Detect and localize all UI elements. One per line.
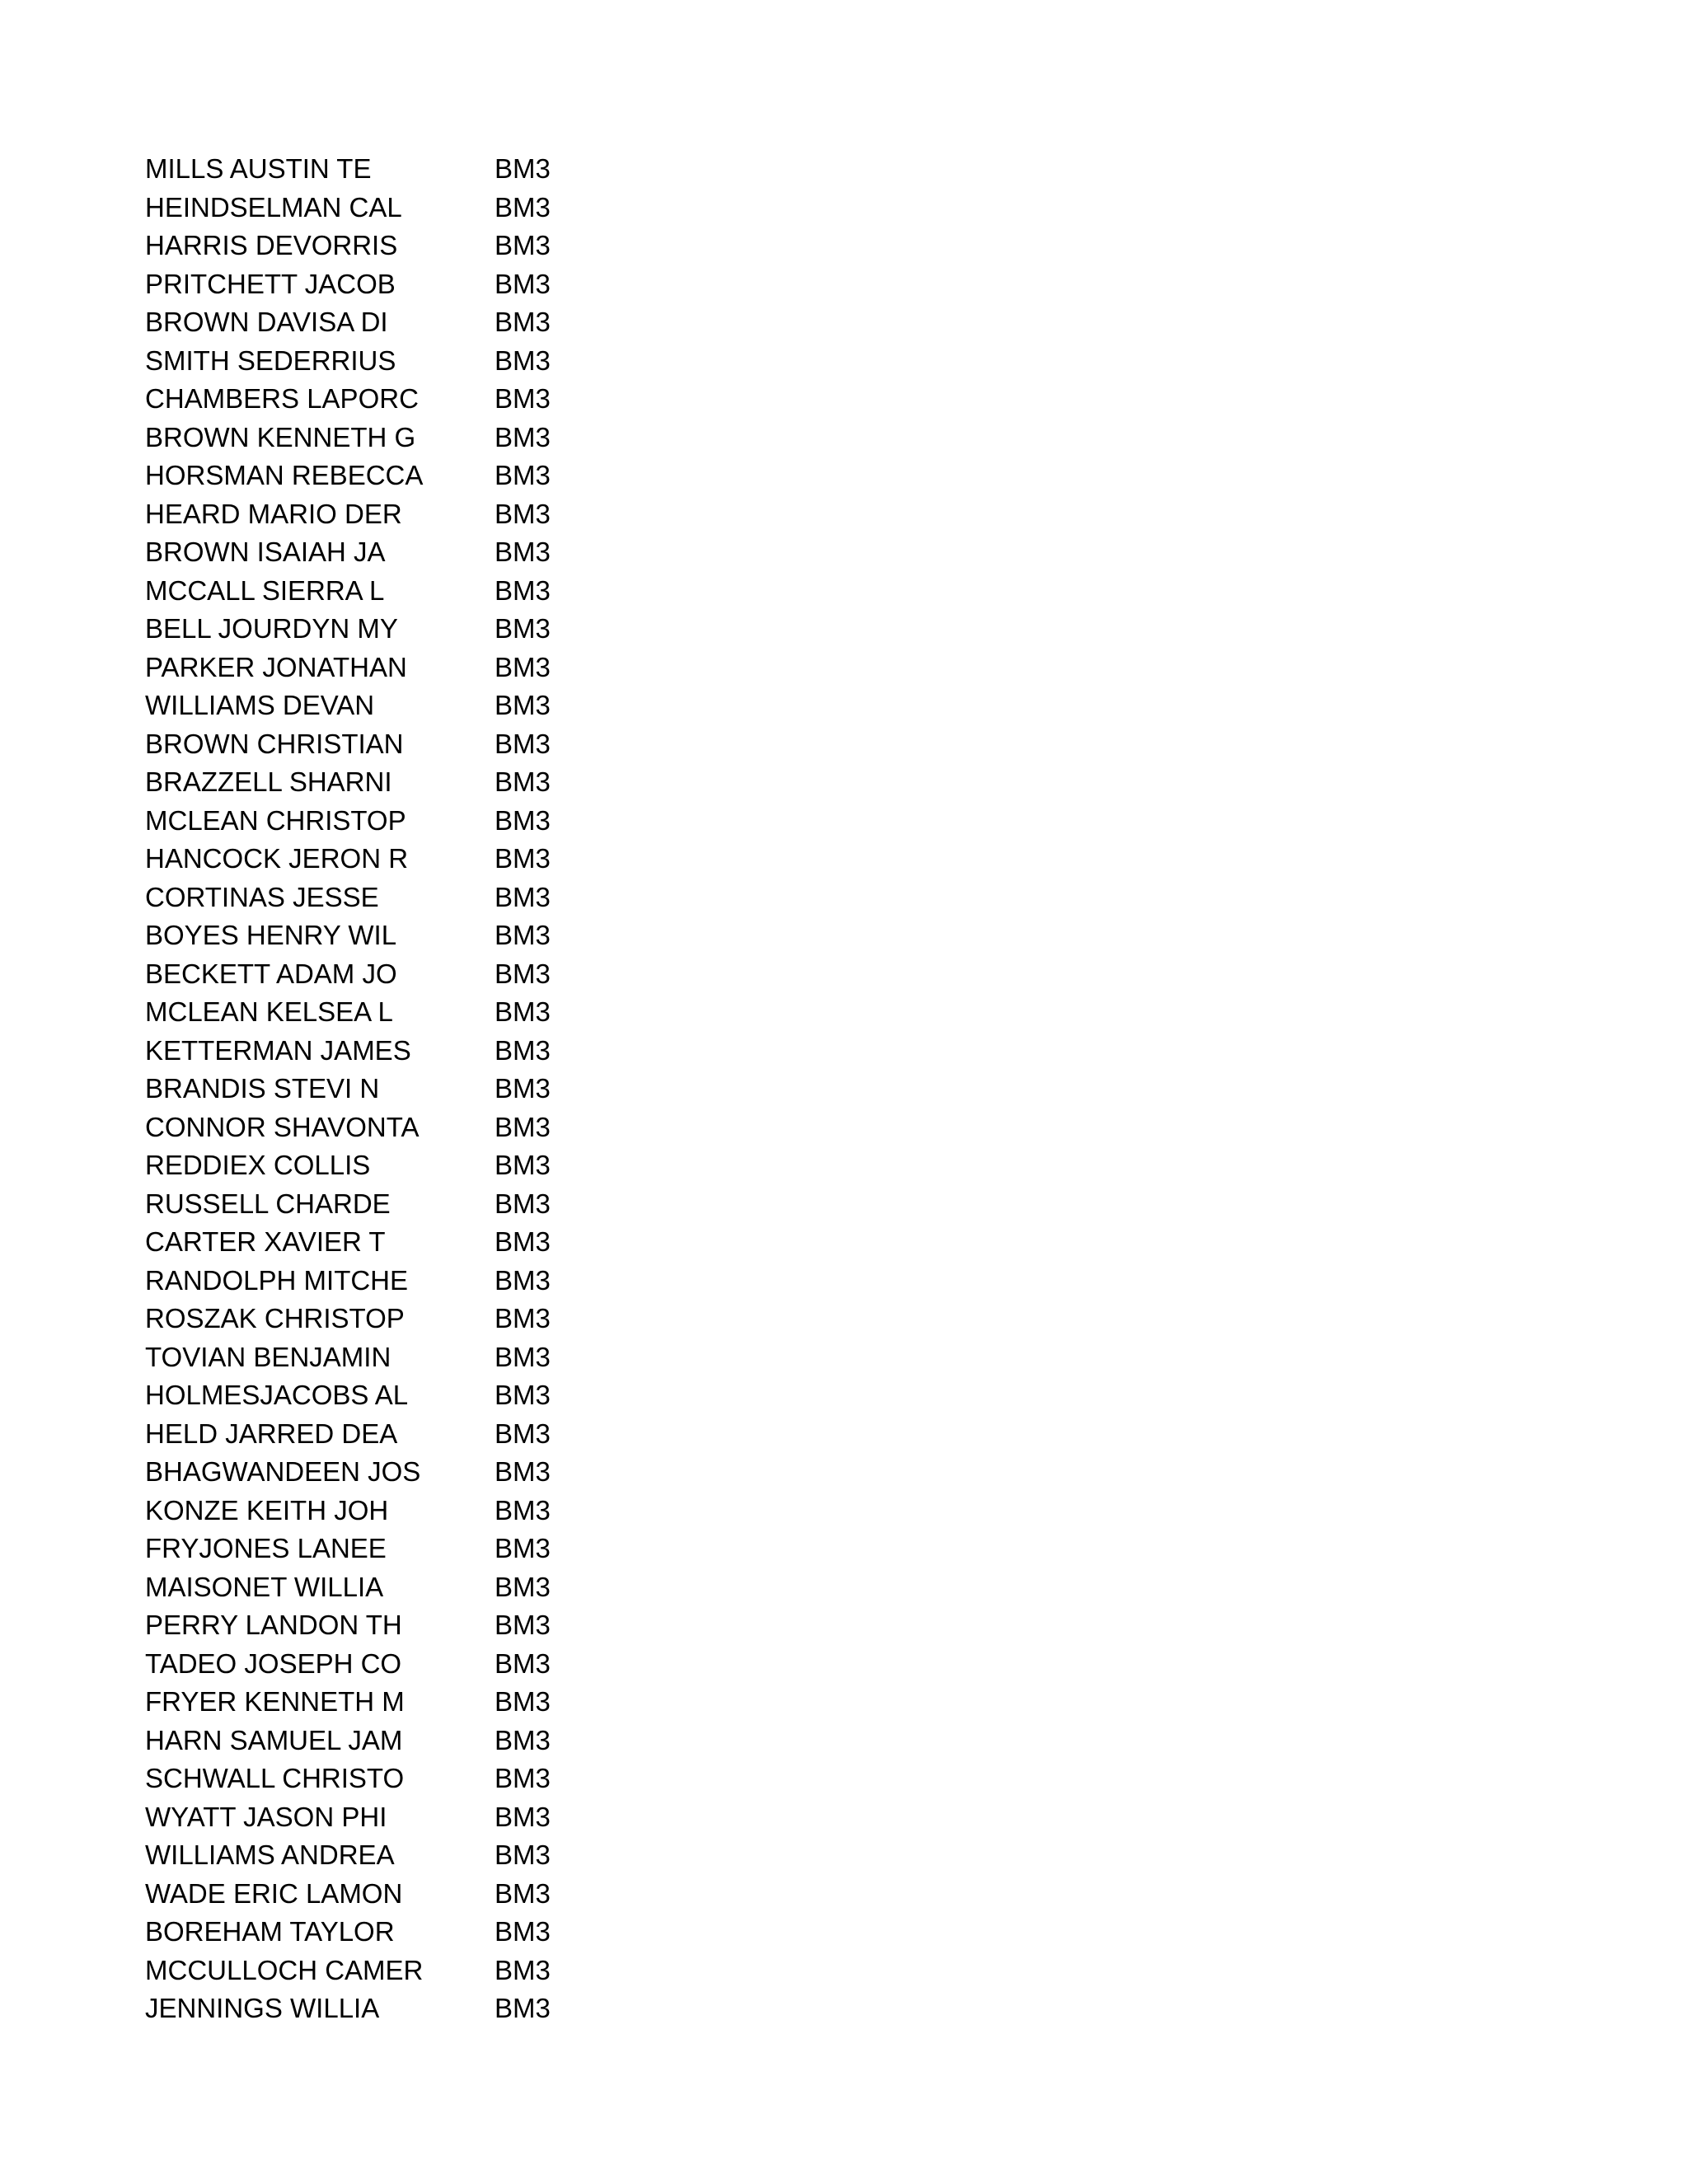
personnel-name: MCLEAN KELSEA L: [145, 996, 393, 1027]
personnel-name: CONNOR SHAVONTA: [145, 1111, 420, 1142]
personnel-name: WYATT JASON PHI: [145, 1801, 387, 1832]
roster-row: [145, 1032, 593, 1071]
personnel-name: TOVIAN BENJAMIN: [145, 1341, 392, 1372]
roster-row: [145, 1568, 593, 1607]
roster-row: [145, 1338, 593, 1377]
personnel-rate: BM3: [495, 766, 551, 797]
roster-row: [145, 189, 593, 227]
personnel-name: FRYJONES LANEE: [145, 1533, 387, 1563]
personnel-rate: BM3: [495, 1264, 551, 1296]
personnel-name: JENNINGS WILLIA: [145, 1993, 380, 2023]
personnel-name: BECKETT ADAM JO: [145, 958, 397, 989]
personnel-rate: BM3: [495, 460, 551, 490]
roster-row: [145, 457, 593, 495]
personnel-rate: BM3: [495, 804, 551, 836]
roster-row: [145, 1415, 593, 1454]
roster-row: [145, 150, 593, 189]
roster-row: [145, 1913, 593, 1952]
personnel-name: MAISONET WILLIA: [145, 1571, 384, 1602]
personnel-rate: BM3: [495, 1456, 551, 1487]
personnel-rate: BM3: [495, 690, 551, 720]
roster-row: [145, 1836, 593, 1875]
personnel-name: SMITH SEDERRIUS: [145, 344, 396, 376]
roster-row: [145, 1492, 593, 1530]
personnel-name: HOLMESJACOBS AL: [145, 1380, 409, 1410]
roster-row: [145, 1798, 593, 1837]
personnel-rate: BM3: [495, 1533, 551, 1563]
personnel-rate: BM3: [495, 996, 551, 1027]
roster-row: [145, 687, 593, 725]
personnel-rate: BM3: [495, 1303, 551, 1333]
roster-list: [145, 150, 593, 2028]
personnel-name: BROWN CHRISTIAN: [145, 728, 404, 759]
roster-row: [145, 763, 593, 802]
personnel-name: WADE ERIC LAMON: [145, 1877, 403, 1909]
roster-row: [145, 265, 593, 304]
personnel-name: BROWN KENNETH G: [145, 421, 416, 452]
personnel-rate: BM3: [495, 958, 551, 989]
personnel-name: PARKER JONATHAN: [145, 651, 407, 682]
personnel-rate: BM3: [495, 1801, 551, 1832]
personnel-rate: BM3: [495, 191, 551, 223]
roster-row: [145, 1530, 593, 1568]
personnel-rate: BM3: [495, 920, 551, 950]
roster-row: [145, 802, 593, 841]
roster-row: [145, 303, 593, 342]
personnel-rate: BM3: [495, 383, 551, 414]
roster-row: [145, 840, 593, 879]
personnel-rate: BM3: [495, 1418, 551, 1449]
roster-row: [145, 342, 593, 381]
personnel-name: WILLIAMS DEVAN: [145, 690, 375, 720]
roster-row: [145, 1990, 593, 2028]
personnel-rate: BM3: [495, 421, 551, 452]
personnel-rate: BM3: [495, 1188, 551, 1219]
roster-row: [145, 1108, 593, 1147]
personnel-rate: BM3: [495, 1840, 551, 1870]
personnel-name: HARN SAMUEL JAM: [145, 1724, 403, 1755]
roster-row: [145, 1952, 593, 1990]
personnel-rate: BM3: [495, 307, 551, 337]
personnel-name: BELL JOURDYN MY: [145, 613, 398, 644]
roster-row: [145, 227, 593, 265]
roster-row: [145, 1606, 593, 1645]
roster-row: [145, 533, 593, 572]
personnel-name: FRYER KENNETH M: [145, 1686, 405, 1717]
personnel-rate: BM3: [495, 613, 551, 644]
personnel-rate: BM3: [495, 498, 551, 529]
personnel-rate: BM3: [495, 1150, 551, 1180]
personnel-name: PRITCHETT JACOB: [145, 268, 396, 299]
personnel-name: BROWN DAVISA DI: [145, 307, 388, 337]
roster-row: [145, 1760, 593, 1798]
personnel-rate: BM3: [495, 1916, 551, 1947]
personnel-name: KETTERMAN JAMES: [145, 1034, 411, 1066]
personnel-name: MCCALL SIERRA L: [145, 574, 385, 606]
personnel-rate: BM3: [495, 1494, 551, 1526]
personnel-rate: BM3: [495, 153, 551, 184]
roster-row: [145, 610, 593, 649]
personnel-name: BRAZZELL SHARNI: [145, 766, 392, 797]
roster-row: [145, 1262, 593, 1301]
roster-row: [145, 955, 593, 994]
personnel-rate: BM3: [495, 344, 551, 376]
roster-row: [145, 1376, 593, 1415]
roster-row: [145, 1875, 593, 1914]
roster-row: [145, 1722, 593, 1760]
roster-row: [145, 1146, 593, 1185]
personnel-rate: BM3: [495, 1647, 551, 1679]
roster-row: [145, 649, 593, 687]
personnel-rate: BM3: [495, 1111, 551, 1142]
personnel-name: SCHWALL CHRISTO: [145, 1763, 405, 1793]
personnel-name: HEARD MARIO DER: [145, 498, 402, 529]
personnel-rate: BM3: [495, 843, 551, 874]
personnel-rate: BM3: [495, 728, 551, 759]
personnel-rate: BM3: [495, 1034, 551, 1066]
personnel-name: CHAMBERS LAPORC: [145, 383, 419, 414]
personnel-name: REDDIEX COLLIS: [145, 1150, 371, 1180]
personnel-name: HELD JARRED DEA: [145, 1418, 398, 1449]
personnel-rate: BM3: [495, 1610, 551, 1640]
personnel-name: HORSMAN REBECCA: [145, 460, 424, 490]
personnel-rate: BM3: [495, 1993, 551, 2023]
personnel-rate: BM3: [495, 651, 551, 682]
personnel-name: BROWN ISAIAH JA: [145, 537, 386, 567]
roster-row: [145, 1070, 593, 1108]
personnel-name: BOREHAM TAYLOR: [145, 1916, 395, 1947]
personnel-rate: BM3: [495, 1686, 551, 1717]
personnel-name: HANCOCK JERON R: [145, 843, 409, 874]
personnel-name: CORTINAS JESSE: [145, 881, 379, 912]
personnel-rate: BM3: [495, 1571, 551, 1602]
roster-row: [145, 993, 593, 1032]
roster-row: [145, 495, 593, 534]
personnel-rate: BM3: [495, 1073, 551, 1104]
personnel-rate: BM3: [495, 1954, 551, 1985]
roster-row: [145, 916, 593, 955]
personnel-name: RUSSELL CHARDE: [145, 1188, 391, 1219]
personnel-rate: BM3: [495, 1341, 551, 1372]
roster-row: [145, 419, 593, 457]
personnel-name: HEINDSELMAN CAL: [145, 191, 402, 223]
personnel-name: MCCULLOCH CAMER: [145, 1954, 424, 1985]
roster-row: [145, 1645, 593, 1684]
personnel-name: BRANDIS STEVI N: [145, 1073, 380, 1104]
personnel-name: MCLEAN CHRISTOP: [145, 804, 406, 836]
personnel-rate: BM3: [495, 230, 551, 260]
personnel-name: ROSZAK CHRISTOP: [145, 1303, 405, 1333]
personnel-name: WILLIAMS ANDREA: [145, 1840, 395, 1870]
personnel-name: PERRY LANDON TH: [145, 1610, 402, 1640]
personnel-name: HARRIS DEVORRIS: [145, 230, 398, 260]
roster-row: [145, 1453, 593, 1492]
roster-row: [145, 1185, 593, 1224]
personnel-name: KONZE KEITH JOH: [145, 1494, 389, 1526]
personnel-name: MILLS AUSTIN TE: [145, 153, 372, 184]
personnel-rate: BM3: [495, 881, 551, 912]
personnel-rate: BM3: [495, 537, 551, 567]
roster-row: [145, 879, 593, 917]
personnel-name: BOYES HENRY WIL: [145, 920, 397, 950]
roster-row: [145, 1683, 593, 1722]
personnel-rate: BM3: [495, 1763, 551, 1793]
roster-row: [145, 1300, 593, 1338]
personnel-name: CARTER XAVIER T: [145, 1226, 386, 1257]
personnel-rate: BM3: [495, 268, 551, 299]
personnel-rate: BM3: [495, 1724, 551, 1755]
roster-row: [145, 1223, 593, 1262]
personnel-rate: BM3: [495, 1877, 551, 1909]
roster-row: [145, 572, 593, 611]
personnel-rate: BM3: [495, 574, 551, 606]
personnel-rate: BM3: [495, 1226, 551, 1257]
personnel-name: RANDOLPH MITCHE: [145, 1264, 409, 1296]
personnel-rate: BM3: [495, 1380, 551, 1410]
personnel-name: BHAGWANDEEN JOS: [145, 1456, 421, 1487]
personnel-name: TADEO JOSEPH CO: [145, 1647, 402, 1679]
roster-row: [145, 725, 593, 764]
roster-row: [145, 380, 593, 419]
